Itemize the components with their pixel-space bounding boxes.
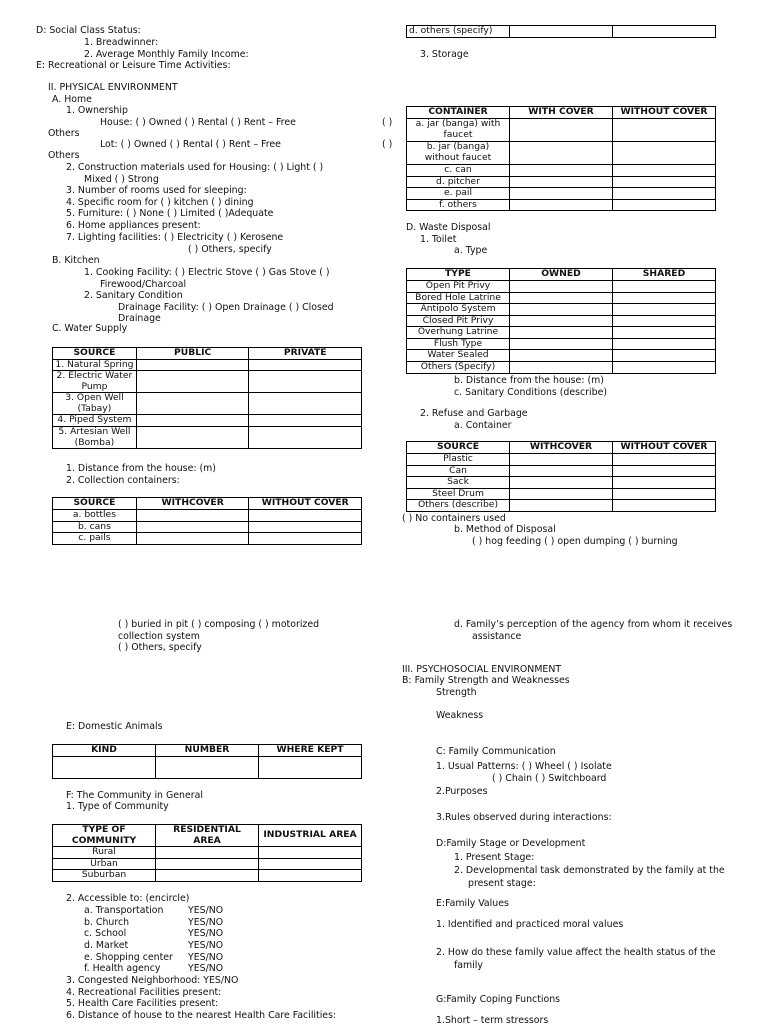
developmental-task-2: present stage: [468,878,536,889]
access-value: YES/NO [188,952,224,963]
access-value: YES/NO [188,928,224,939]
table-cell: Flush Type [407,338,510,350]
collection-table [52,497,362,545]
distance-from-house: 1. Distance from the house: (m) [66,463,216,474]
monthly-income: 2. Average Monthly Family Income: [84,49,249,60]
community-type: 1. Type of Community [66,801,169,812]
domestic-heading: E: Domestic Animals [66,721,163,732]
collection-containers: 2. Collection containers: [66,475,180,486]
table-cell: Antipolo System [407,304,510,316]
present-stage: 1. Present Stage: [454,852,535,863]
water-supply-table [52,347,362,449]
others-specify: ( ) Others, specify [118,642,202,653]
community-table [52,824,362,882]
appliances: 6. Home appliances present: [66,220,201,231]
table-header: WITH COVER [510,107,613,119]
weakness: Weakness [436,710,484,721]
table-cell: 1. Natural Spring [53,359,137,371]
table-header: INDUSTRIAL AREA [259,825,362,847]
access-label: d. Market [84,940,129,951]
right-column [392,0,768,1024]
table-header: WITHOUT COVER [249,498,362,510]
table-cell: 5. Artesian Well (Bomba) [53,427,137,449]
house-others: Others [48,128,80,139]
table-header: PRIVATE [249,348,362,360]
table-header: NUMBER [156,745,259,757]
perception: d. Family’s perception of the agency from whom it receives [454,619,733,630]
table-cell: e. pail [407,188,510,200]
access-value: YES/NO [188,905,224,916]
table-header: TYPE [407,269,510,281]
table-cell: Suburban [53,870,156,882]
table-cell: 4. Piped System [53,415,137,427]
table-cell: a. bottles [53,510,137,522]
table-cell: Plastic [407,454,510,466]
table-cell: Urban [53,858,156,870]
congested: 3. Congested Neighborhood: YES/NO [66,975,239,986]
table-cell: b. cans [53,521,137,533]
access-label: a. Transportation [84,905,164,916]
table-header: OWNED [510,269,613,281]
table-cell: 2. Electric Water Pump [53,371,137,393]
table-cell: 3. Open Well (Tabay) [53,393,137,415]
toilet-type: a. Type [454,245,488,256]
table-header: WHERE KEPT [259,745,362,757]
home-heading: A. Home [52,94,92,105]
table-cell: Others (Specify) [407,362,510,374]
access-label: e. Shopping center [84,952,173,963]
drainage-2: Drainage [118,313,161,324]
table-cell: a. jar (banga) with faucet [407,119,510,142]
table-header: TYPE OF COMMUNITY [53,825,156,847]
refuse-container: a. Container [454,420,512,431]
table-header: WITHCOVER [136,498,249,510]
sanitary-conditions: c. Sanitary Conditions (describe) [454,387,608,398]
refuse-garbage: 2. Refuse and Garbage [420,408,528,419]
access-value: YES/NO [188,963,224,974]
table-cell: Can [407,465,510,477]
access-label: b. Church [84,917,130,928]
construction: 2. Construction materials used for Housing: ( ) Light ( ) [66,162,324,173]
usual-patterns-2: ( ) Chain ( ) Switchboard [492,773,607,784]
stage-heading: D:Family Stage or Development [436,838,586,849]
access-value: YES/NO [188,940,224,951]
values-2b: family [454,960,483,971]
refuse-table [406,441,716,512]
table-cell: Bored Hole Latrine [407,292,510,304]
method-disposal: b. Method of Disposal [454,524,556,535]
lot-others-paren: ( ) [382,139,393,150]
toilet-table [406,268,716,374]
strength-heading: B: Family Strength and Weaknesses [402,675,570,686]
health-facilities: 5. Health Care Facilities present: [66,998,219,1009]
furniture: 5. Furniture: ( ) None ( ) Limited ( )Adequate [66,208,274,219]
values-heading: E:Family Values [436,898,509,909]
table-cell: f. others [407,199,510,211]
purposes: 2.Purposes [436,786,488,797]
method-options: ( ) hog feeding ( ) open dumping ( ) burning [472,536,678,547]
physical-heading: II. PHYSICAL ENVIRONMENT [48,82,178,93]
water-heading: C. Water Supply [52,323,128,334]
collection-system: collection system [118,631,200,642]
usual-patterns: 1. Usual Patterns: ( ) Wheel ( ) Isolate [436,761,612,772]
table-cell: Others (describe) [407,500,510,512]
table-header: SOURCE [407,442,510,454]
coping-heading: G:Family Coping Functions [436,994,561,1005]
table-header: WITHCOVER [510,442,613,454]
ownership: 1. Ownership [66,105,128,116]
rules: 3.Rules observed during interactions: [436,812,612,823]
community-heading: F: The Community in General [66,790,203,801]
firewood: Firewood/Charcoal [100,279,187,290]
table-cell: Sack [407,477,510,489]
storage: 3. Storage [420,49,469,60]
table-cell: c. can [407,165,510,177]
access-label: f. Health agency [84,963,161,974]
table-cell: Rural [53,847,156,859]
table-header: KIND [53,745,156,757]
others-table [406,25,716,38]
no-containers: ( ) No containers used [402,513,506,524]
lighting-others: ( ) Others, specify [188,244,272,255]
animals-table [52,744,362,779]
cooking: 1. Cooking Facility: ( ) Electric Stove ( ) Gas Stove ( ) [84,267,330,278]
toilet: 1. Toilet [420,234,457,245]
accessible-heading: 2. Accessible to: (encircle) [66,893,190,904]
table-header: CONTAINER [407,107,510,119]
table-cell: d. pitcher [407,176,510,188]
toilet-distance: b. Distance from the house: (m) [454,375,604,386]
lot-ownership: Lot: ( ) Owned ( ) Rental ( ) Rent – Free [100,139,281,150]
sanitary-condition: 2. Sanitary Condition [84,290,183,301]
communication-heading: C: Family Communication [436,746,556,757]
table-cell: Open Pit Privy [407,281,510,293]
table-cell: Closed Pit Privy [407,315,510,327]
table-header: SHARED [613,269,716,281]
short-term-stressors: 1.Short – term stressors [436,1015,549,1026]
table-cell: Water Sealed [407,350,510,362]
lighting: 7. Lighting facilities: ( ) Electricity ( ) Kerosene [66,232,284,243]
table-cell: b. jar (banga) without faucet [407,142,510,165]
developmental-task: 2. Developmental task demonstrated by the family at the [454,865,725,876]
social-heading: D: Social Class Status: [36,25,141,36]
waste-heading: D. Waste Disposal [406,222,491,233]
table-cell: c. pails [53,533,137,545]
distance-health: 6. Distance of house to the nearest Health Care Facilities: [66,1010,337,1021]
psychosocial-heading: III. PSYCHOSOCIAL ENVIRONMENT [402,664,562,675]
table-cell: Overhung Latrine [407,327,510,339]
table-header: WITHOUT COVER [613,442,716,454]
strength: Strength [436,687,477,698]
recreational-facilities: 4. Recreational Facilities present: [66,987,222,998]
assistance: assistance [472,631,522,642]
house-others-paren: ( ) [382,117,393,128]
drainage: Drainage Facility: ( ) Open Drainage ( ) Closed [118,302,334,313]
values-2: 2. How do these family value affect the health status of the [436,947,716,958]
table-cell: Steel Drum [407,488,510,500]
table-header: WITHOUT COVER [613,107,716,119]
buried-options: ( ) buried in pit ( ) composing ( ) motorized [118,619,320,630]
table-header: RESIDENTIAL AREA [156,825,259,847]
specific-room: 4. Specific room for ( ) kitchen ( ) dining [66,197,254,208]
table-cell: d. others (specify) [407,26,510,38]
house-ownership: House: ( ) Owned ( ) Rental ( ) Rent – Free [100,117,296,128]
access-label: c. School [84,928,127,939]
container-table [406,106,716,211]
rooms: 3. Number of rooms used for sleeping: [66,185,247,196]
table-header: SOURCE [53,348,137,360]
values-1: 1. Identified and practiced moral values [436,919,624,930]
construction-mixed: Mixed ( ) Strong [84,174,159,185]
breadwinner: 1. Breadwinner: [84,37,159,48]
lot-others: Others [48,150,80,161]
access-value: YES/NO [188,917,224,928]
table-header: PUBLIC [136,348,249,360]
recreational-heading: E: Recreational or Leisure Time Activities: [36,60,231,71]
table-header: SOURCE [53,498,137,510]
kitchen-heading: B. Kitchen [52,255,100,266]
